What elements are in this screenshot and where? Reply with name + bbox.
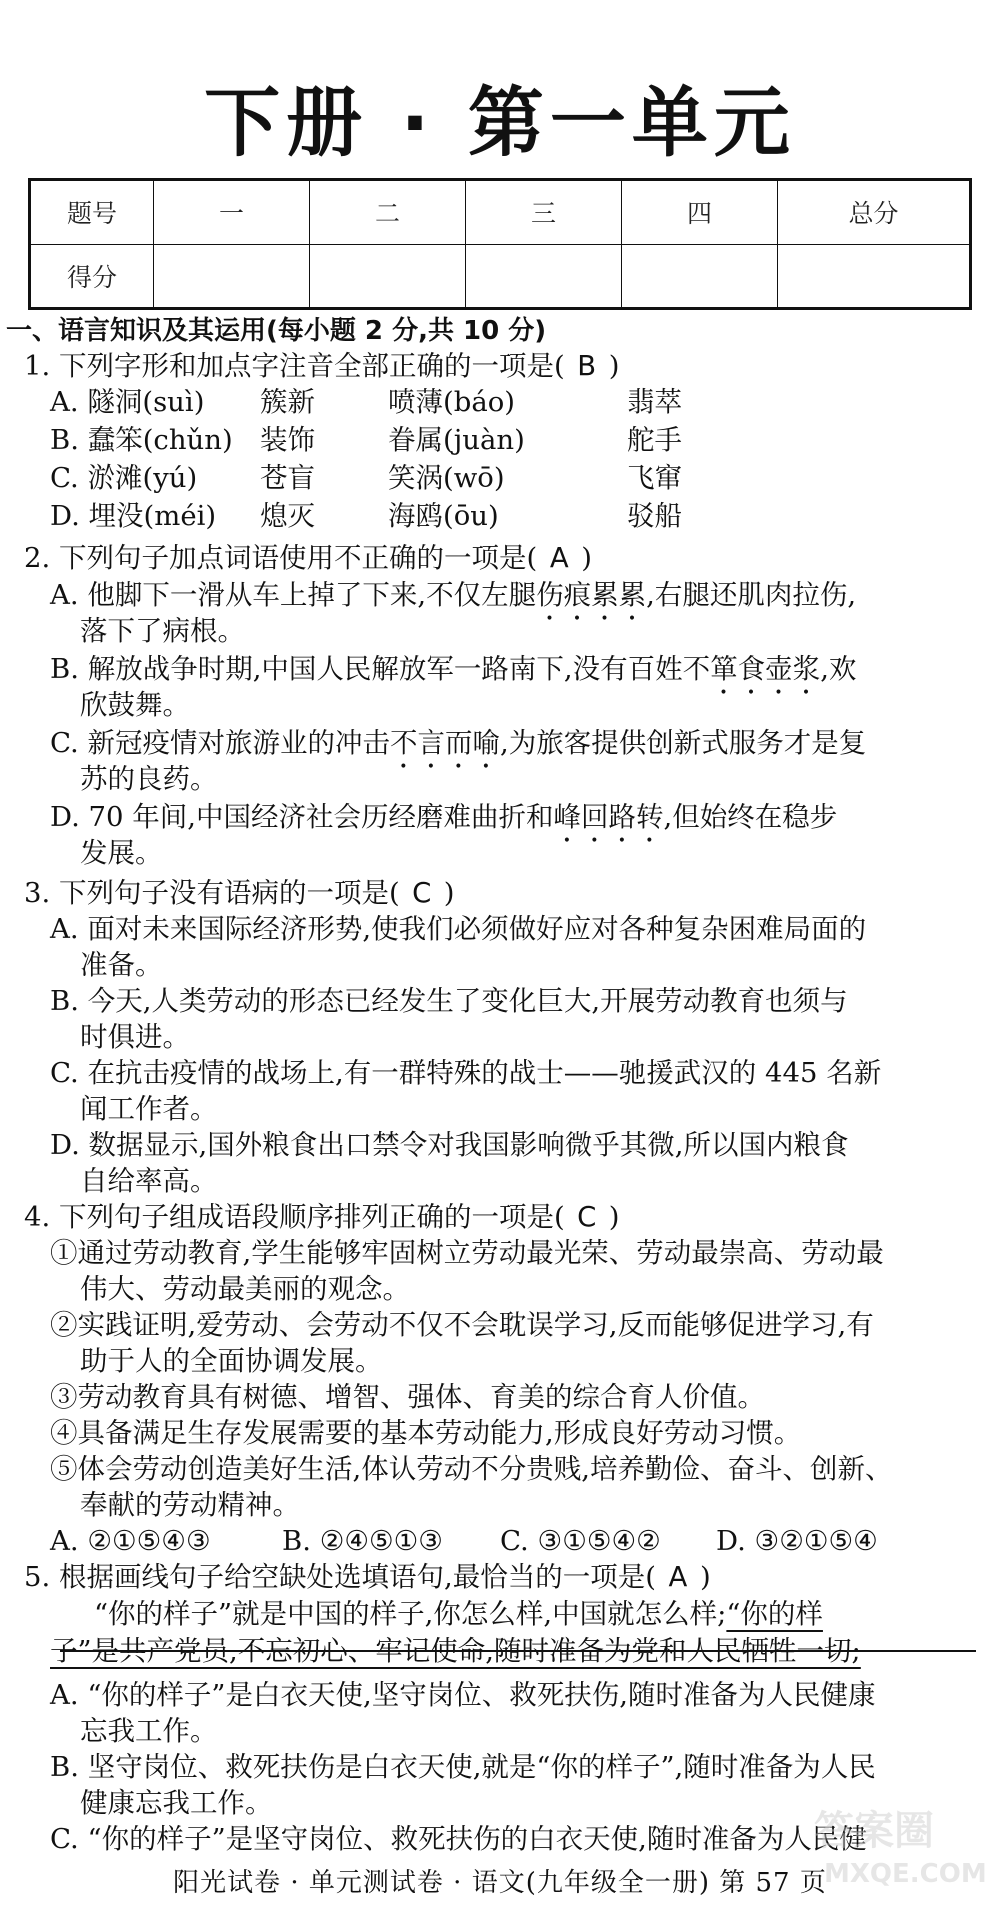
q1-option-a-word1: A. 隧洞(suì) xyxy=(50,386,205,418)
q1-option-b-word2: 装饰 xyxy=(260,424,315,456)
q4-sentence-line: ⑤体会劳动创造美好生活,体认劳动不分贵贱,培养勤俭、奋斗、创新、 xyxy=(50,1453,893,1485)
q5-passage-line1 xyxy=(94,1597,823,1631)
q3-option-line: B. 今天,人类劳动的形态已经发生了变化巨大,开展劳动教育也须与 xyxy=(50,985,848,1017)
question-4-stem xyxy=(24,1200,619,1234)
q1-option-c-word1: C. 淤滩(yú) xyxy=(50,462,198,494)
q3-option-line: 时俱进。 xyxy=(80,1021,190,1053)
answer-mark: C xyxy=(577,1201,597,1233)
q1-option-c-word3: 笑涡(wō) xyxy=(388,462,505,494)
q5-option-line: B. 坚守岗位、救死扶伤是白衣天使,就是“你的样子”,随时准备为人民 xyxy=(50,1751,876,1783)
text-segment: ,为旅客提供创新式服务才是复 xyxy=(500,727,867,759)
q3-option-line: 自给率高。 xyxy=(80,1165,218,1197)
q1-option-a-word2: 簇新 xyxy=(260,386,315,418)
question-stem-close: ) xyxy=(581,542,592,574)
q2-option-d-line2: 发展。 xyxy=(80,837,163,869)
score-table-header-cell: 题号 xyxy=(30,180,154,245)
q1-option-a-word4: 翡萃 xyxy=(627,386,682,418)
q1-option-d-word1: D. 埋没(méi) xyxy=(50,500,217,532)
score-table-header-cell: 总分 xyxy=(778,180,971,245)
q1-option-a-word3: 喷薄(báo) xyxy=(388,386,516,418)
question-stem-text: 4. 下列句子组成语段顺序排列正确的一项是( xyxy=(24,1201,565,1233)
score-table-header-row xyxy=(30,180,971,245)
question-stem-close: ) xyxy=(443,877,455,909)
q1-option-d-word4: 驳船 xyxy=(627,500,682,532)
q2-option-b-line2: 欣鼓舞。 xyxy=(80,689,190,721)
q4-sentence-line: ③劳动教育具有树德、增智、强体、育美的综合育人价值。 xyxy=(50,1381,765,1413)
question-stem-text: 3. 下列句子没有语病的一项是( xyxy=(24,877,400,909)
q2-option-d-line1 xyxy=(50,800,837,849)
score-table-header-cell: 一 xyxy=(154,180,310,245)
dotted-phrase: 峰回路转 xyxy=(553,801,664,833)
score-cell[interactable] xyxy=(466,244,622,309)
q5-option-line: C. “你的样子”是坚守岗位、救死扶伤的白衣天使,随时准备为人民健 xyxy=(50,1823,867,1855)
q1-option-c-word4: 飞窜 xyxy=(627,462,682,494)
q4-sentence-line: ④具备满足生存发展需要的基本劳动能力,形成良好劳动习惯。 xyxy=(50,1417,802,1449)
text-segment: D. 70 年间,中国经济社会历经磨难曲折和 xyxy=(50,801,554,833)
section-heading: 一、语言知识及其运用(每小题 2 分,共 10 分) xyxy=(6,316,547,346)
answer-mark: C xyxy=(412,877,432,909)
score-table xyxy=(28,178,972,310)
question-2-stem xyxy=(24,541,592,575)
question-3-stem xyxy=(24,876,454,910)
q1-option-c-word2: 苍盲 xyxy=(260,462,315,494)
q2-option-c-line2: 苏的良药。 xyxy=(80,763,218,795)
question-stem-text: 1. 下列字形和加点字注音全部正确的一项是( xyxy=(24,350,565,382)
text-segment: B. 解放战争时期,中国人民解放军一路南下,没有百姓不 xyxy=(50,653,711,685)
q2-option-a-line2: 落下了病根。 xyxy=(80,615,245,647)
q4-sentence-line: ①通过劳动教育,学生能够牢固树立劳动最光荣、劳动最崇高、劳动最 xyxy=(50,1237,884,1269)
question-stem-close: ) xyxy=(608,350,620,382)
q3-option-line: D. 数据显示,国外粮食出口禁令对我国影响微乎其微,所以国内粮食 xyxy=(50,1129,849,1161)
question-5-stem xyxy=(24,1560,711,1594)
dotted-phrase: 箪食壶浆 xyxy=(710,653,821,685)
page-title: 下册 · 第一单元 xyxy=(204,78,796,167)
q4-option-c: C. ③①⑤④② xyxy=(500,1525,661,1557)
q3-option-line: A. 面对未来国际经济形势,使我们必须做好应对各种复杂困难局面的 xyxy=(50,913,867,945)
score-table-row-label: 得分 xyxy=(30,244,154,309)
watermark-url: MXQE.COM xyxy=(824,1859,987,1889)
watermark-logo xyxy=(796,1791,986,1911)
question-stem-close: ) xyxy=(699,1561,711,1593)
q4-sentence-line: 伟大、劳动最美丽的观念。 xyxy=(80,1273,410,1305)
q1-option-b-word1: B. 蠢笨(chǔn) xyxy=(50,424,233,456)
dotted-phrase: 不言而喻 xyxy=(390,727,501,759)
q1-option-b-word3: 眷属(juàn) xyxy=(388,424,525,456)
text-segment: A. 他脚下一滑从车上掉了下来,不仅左腿 xyxy=(50,579,537,611)
watermark-text: 答案圈 xyxy=(814,1808,934,1854)
text-segment: “你的样子”就是中国的样子,你怎么样,中国就怎么样; xyxy=(94,1598,727,1630)
q5-passage-line2: 子”是共产党员,不忘初心、牢记使命,随时准备为党和人民牺牲一切; xyxy=(50,1635,861,1667)
q5-option-line: A. “你的样子”是白衣天使,坚守岗位、救死扶伤,随时准备为人民健康 xyxy=(50,1679,876,1711)
question-stem-text: 2. 下列句子加点词语使用不正确的一项是( xyxy=(24,542,538,574)
q4-option-d: D. ③②①⑤④ xyxy=(716,1525,878,1557)
q1-option-d-word2: 熄灭 xyxy=(260,500,315,532)
score-cell[interactable] xyxy=(622,244,778,309)
score-cell[interactable] xyxy=(778,244,971,309)
text-segment: ,右腿还肌肉拉伤, xyxy=(646,579,857,611)
answer-mark: A xyxy=(549,542,569,574)
answer-mark: B xyxy=(577,350,597,382)
q4-option-a: A. ②①⑤④③ xyxy=(50,1525,211,1557)
score-table-header-cell: 二 xyxy=(310,180,466,245)
text-segment: ,欢 xyxy=(820,653,857,685)
score-table-score-row xyxy=(30,244,971,309)
page-footer: 阳光试卷 · 单元测试卷 · 语文(九年级全一册) 第 57 页 xyxy=(173,1868,827,1898)
underlined-sentence: “你的样 xyxy=(726,1598,823,1630)
q4-option-b: B. ②④⑤①③ xyxy=(282,1525,443,1557)
question-stem-close: ) xyxy=(608,1201,620,1233)
score-table-header-cell: 三 xyxy=(466,180,622,245)
question-1-stem xyxy=(24,349,619,383)
q1-option-b-word4: 舵手 xyxy=(627,424,682,456)
answer-mark: A xyxy=(668,1561,688,1593)
q3-option-line: 闻工作者。 xyxy=(80,1093,218,1125)
q4-sentence-line: 助于人的全面协调发展。 xyxy=(80,1345,383,1377)
q5-option-line: 忘我工作。 xyxy=(80,1715,218,1747)
score-table-header-cell: 四 xyxy=(622,180,778,245)
q3-option-line: C. 在抗击疫情的战场上,有一群特殊的战士——驰援武汉的 445 名新 xyxy=(50,1057,882,1089)
q3-option-line: 准备。 xyxy=(80,949,163,981)
score-cell[interactable] xyxy=(310,244,466,309)
text-segment: C. 新冠疫情对旅游业的冲击 xyxy=(50,727,391,759)
q4-sentence-line: ②实践证明,爱劳动、会劳动不仅不会耽误学习,反而能够促进学习,有 xyxy=(50,1309,874,1341)
question-stem-text: 5. 根据画线句子给空缺处选填语句,最恰当的一项是( xyxy=(24,1561,656,1593)
text-segment: ,但始终在稳步 xyxy=(663,801,838,833)
fill-in-blank-line[interactable] xyxy=(60,1650,976,1652)
q4-sentence-line: 奉献的劳动精神。 xyxy=(80,1489,300,1521)
score-cell[interactable] xyxy=(154,244,310,309)
dotted-phrase: 伤痕累累 xyxy=(536,579,647,611)
q1-option-d-word3: 海鸥(ōu) xyxy=(388,500,499,532)
q5-option-line: 健康忘我工作。 xyxy=(80,1787,273,1819)
